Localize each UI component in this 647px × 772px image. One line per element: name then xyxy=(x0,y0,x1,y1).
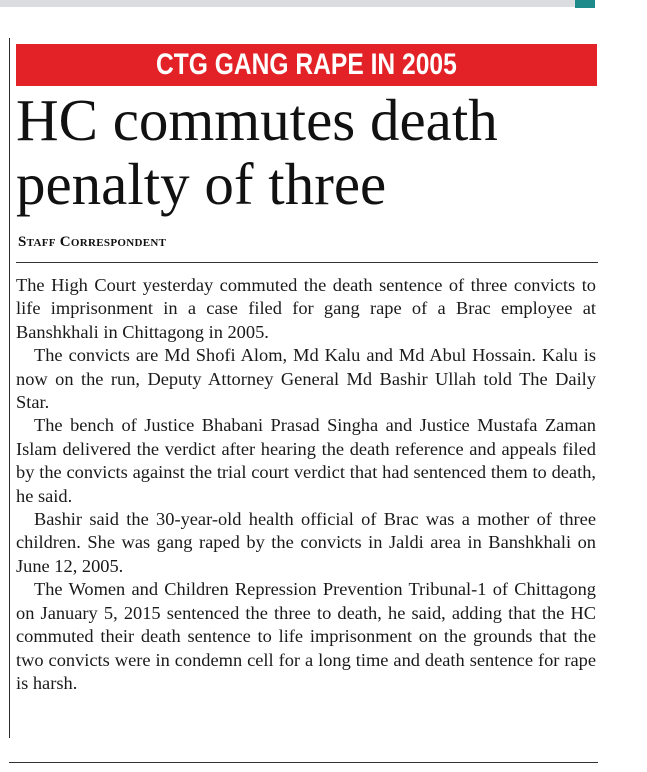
article-paragraph: The Women and Children Repression Prevention Tribunal-1 of Chittagong on January 5, 2015 sentenced the three to death, he said, adding that the HC commuted their death sentence to life imprisonment on the grounds that the two convicts were in condemn cell for a long time and death sentence for rape is harsh. xyxy=(16,579,596,693)
article-paragraph: The High Court yesterday commuted the death sentence of three convicts to life imprisonment in a case filed for gang rape of a Brac employee at Banshkhali in Chittagong in 2005. xyxy=(16,275,596,342)
byline: Staff Correspondent xyxy=(18,234,167,250)
top-divider xyxy=(0,0,575,7)
article-paragraph: The bench of Justice Bhabani Prasad Singha and Justice Mustafa Zaman Islam delivered the verdict after hearing the death reference and appeals filed by the convicts against the trial court verdict that had sentenced them to death, he said. xyxy=(16,415,596,506)
article-paragraph: Bashir said the 30-year-old health official of Brac was a mother of three children. She was gang raped by the convicts in Jaldi area in Banshkhali on June 12, 2005. xyxy=(16,509,596,576)
top-accent-bar xyxy=(575,0,595,8)
headline xyxy=(16,88,626,216)
article-body xyxy=(16,274,596,695)
byline-divider xyxy=(16,262,598,263)
bottom-divider xyxy=(9,762,598,763)
headline-line-2: penalty of three xyxy=(16,151,387,217)
kicker-text: CTG GANG RAPE IN 2005 xyxy=(156,48,457,81)
headline-line-1: HC commutes death xyxy=(16,87,498,153)
article-paragraph: The convicts are Md Shofi Alom, Md Kalu and Md Abul Hossain. Kalu is now on the run, Deputy Attorney General Md Bashir Ullah told The Daily Star. xyxy=(16,345,596,413)
kicker-banner xyxy=(16,44,597,86)
column-left-rule xyxy=(9,38,10,738)
